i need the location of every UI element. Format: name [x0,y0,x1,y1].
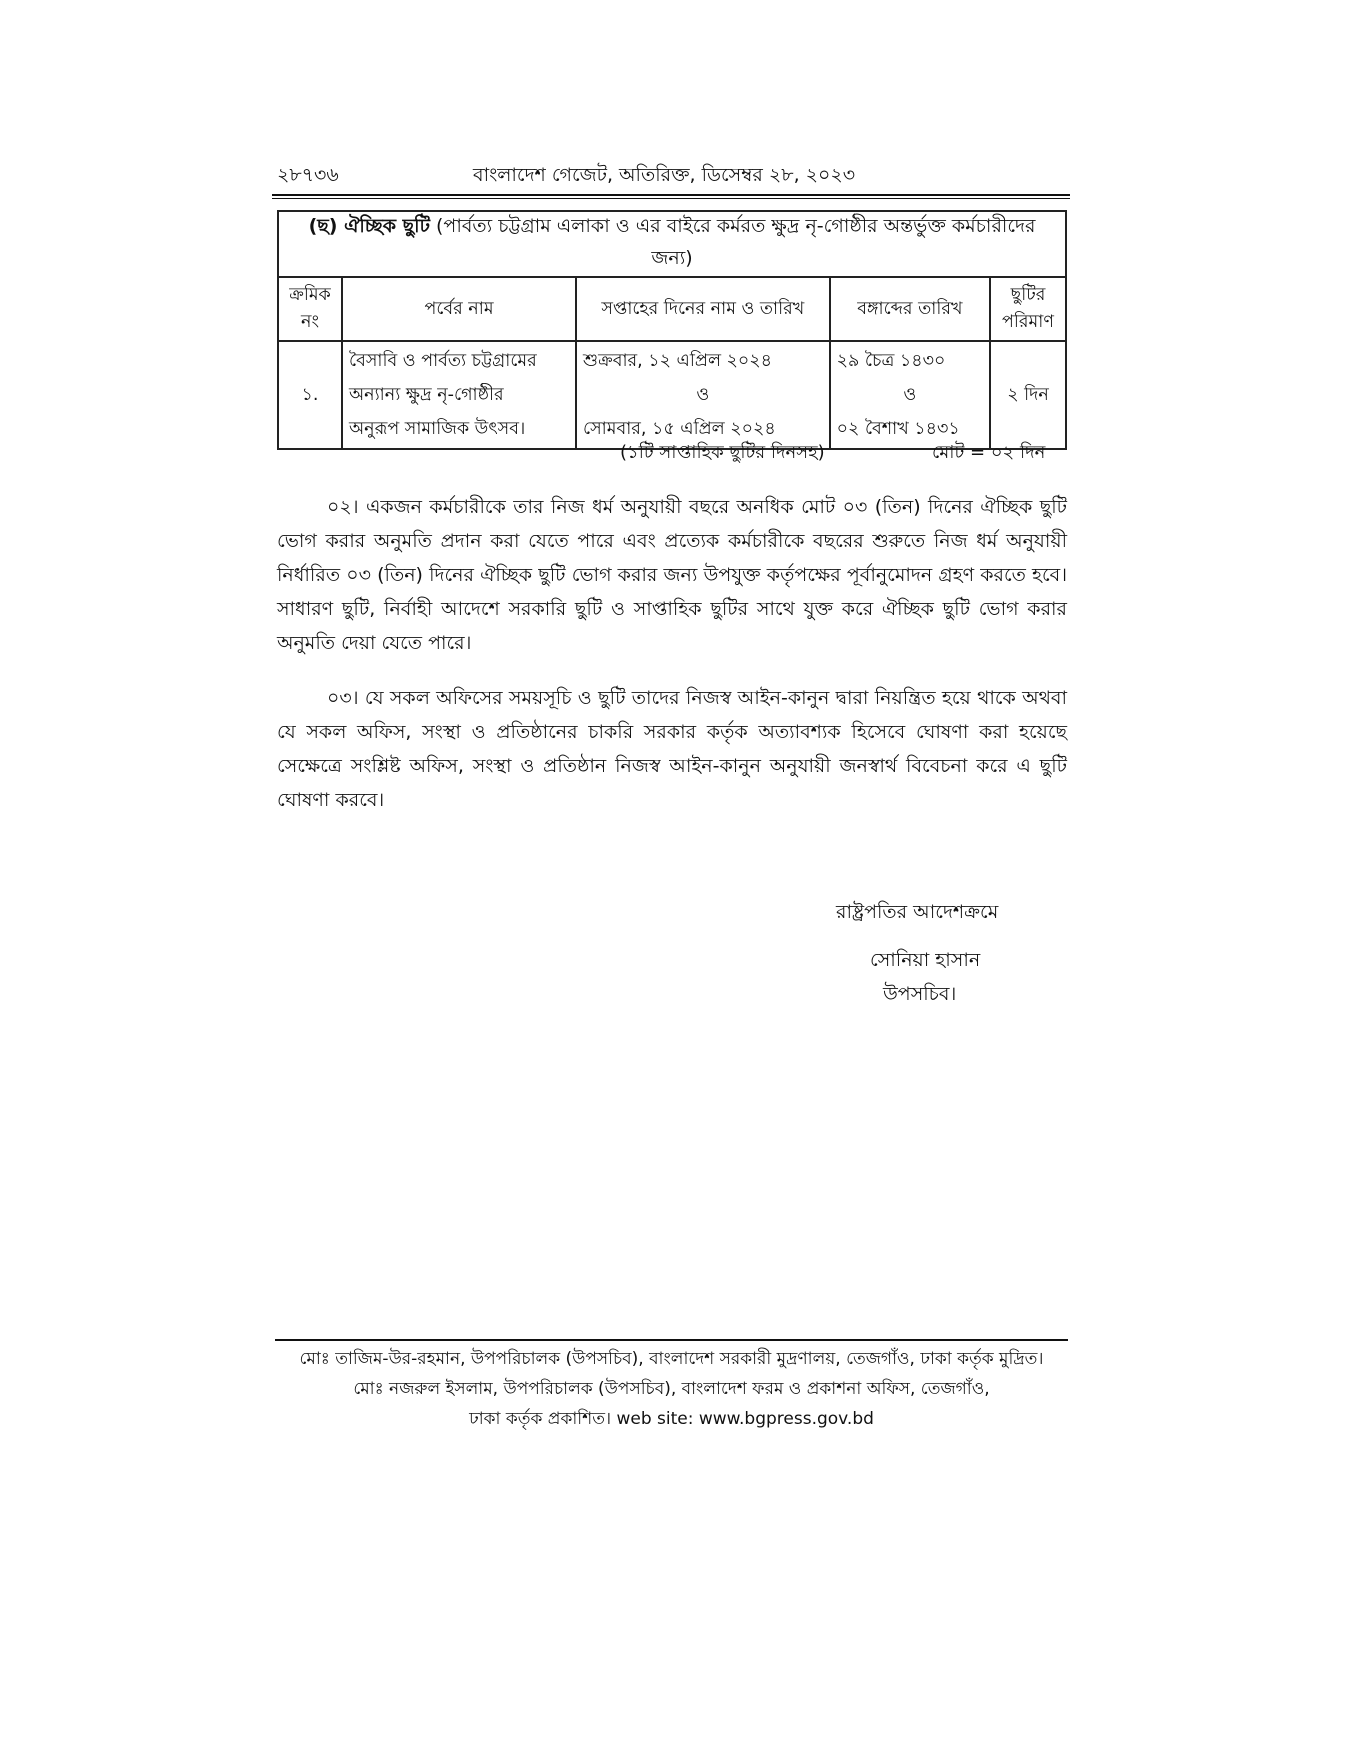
weekday-conjunction: ও [696,385,710,405]
weekday-date-2: সোমবার, ১৫ এপ্রিল ২০২৪ [583,419,776,439]
row-serial: ১. [278,341,342,449]
footer-line-2: মোঃ নজরুল ইসলাম, উপপরিচালক (উপসচিব), বাংলাদেশ ফরম ও প্রকাশনা অফিস, তেজগাঁও, [353,1379,990,1399]
festival-name-line2: অন্যান্য ক্ষুদ্র নৃ-গোষ্ঠীর [349,385,504,405]
weekday-date-1: শুক্রবার, ১২ এপ্রিল ২০২৪ [583,351,773,371]
footer-rule [275,1339,1068,1341]
row-weekday-date [576,341,830,449]
page-header [277,157,1067,191]
page-number: ২৮৭৩৬ [277,164,339,186]
col-days [990,277,1066,341]
signatory-name: সোনিয়া হাসান [870,949,981,971]
festival-name-line3: অনুরূপ সামাজিক উৎসব। [349,419,526,439]
optional-leave-table [277,210,1067,450]
table-header-row [278,277,1066,341]
paragraph-03-number: ০৩। [327,687,359,709]
paragraph-03-text: যে সকল অফিসের সময়সূচি ও ছুটি তাদের নিজস্ব আইন-কানুন দ্বারা নিয়ন্ত্রিত হয়ে থাকে অথবা যে সকল অফিস, সংস্থা ও প্রতিষ্ঠানের চাকরি সরকার কর্তৃক অত্যাবশ্যক হিসেবে ঘোষণা করা হয়েছে সেক্ষেত্রে সংশ্লিষ্ট অফিস, সংস্থা ও প্রতিষ্ঠান নিজস্ব আইন-কানুন অনুযায়ী জনস্বার্থ বিবেচনা করে এ ছুটি ঘোষণা করবে। [277,687,1067,811]
footer-line-3: ঢাকা কর্তৃক প্রকাশিত। web site: www.bgpress.gov.bd [469,1409,874,1429]
col-serial-line1: ক্রমিক [289,285,331,305]
signature-order: রাষ্ট্রপতির আদেশক্রমে [836,901,999,923]
table-total: মোট = ০২ দিন [932,442,1046,463]
row-days: ২ দিন [990,341,1066,449]
paragraph-02 [277,490,1067,660]
col-days-line2: পরিমাণ [1002,312,1054,332]
col-festival: পর্বের নাম [342,277,576,341]
header-rule [272,194,1070,196]
bangla-conjunction: ও [903,385,917,405]
table-caption-text: (পার্বত্য চট্টগ্রাম এলাকা ও এর বাইরে কর্মরত ক্ষুদ্র নৃ-গোষ্ঠীর অন্তর্ভুক্ত কর্মচারীদের জন্য) [429,215,1036,269]
signatory-designation: উপসচিব। [883,983,957,1005]
paragraph-02-number: ০২। [327,496,359,518]
footer-line-1: মোঃ তাজিম-উর-রহমান, উপপরিচালক (উপসচিব), বাংলাদেশ সরকারী মুদ্রণালয়, তেজগাঁও, ঢাকা কর্তৃক মুদ্রিত। [299,1349,1044,1369]
table-caption-lead: (ছ) ঐচ্ছিক ছুটি [308,215,430,237]
bangla-date-1: ২৯ চৈত্র ১৪৩০ [836,351,946,371]
bangla-date-2: ০২ বৈশাখ ১৪৩১ [836,419,960,439]
gazette-title: বাংলাদেশ গেজেট, অতিরিক্ত, ডিসেম্বর ২৮, ২০২৩ [473,164,856,186]
col-days-line1: ছুটির [1010,285,1046,305]
col-serial [278,277,342,341]
imprint-footer [275,1344,1068,1434]
header-rule-thin [272,198,1070,199]
col-serial-line2: নং [301,312,319,332]
festival-name-line1: বৈসাবি ও পার্বত্য চট্টগ্রামের [349,351,537,371]
paragraph-02-text: একজন কর্মচারীকে তার নিজ ধর্ম অনুযায়ী বছরে অনধিক মোট ০৩ (তিন) দিনের ঐচ্ছিক ছুটি ভোগ করার অনুমতি প্রদান করা যেতে পারে এবং প্রত্যেক কর্মচারীকে বছরের শুরুতে নিজ ধর্ম অনুযায়ী নির্ধারিত ০৩ (তিন) দিনের ঐচ্ছিক ছুটি ভোগ করার জন্য উপযুক্ত কর্তৃপক্ষের পূর্বানুমোদন গ্রহণ করতে হবে। সাধারণ ছুটি, নির্বাহী আদেশে সরকারি ছুটি ও সাপ্তাহিক ছুটির সাথে যুক্ত করে ঐচ্ছিক ছুটি ভোগ করার অনুমতি দেয়া যেতে পারে। [277,496,1067,654]
row-festival-name [342,341,576,449]
table-note: (১টি সাপ্তাহিক ছুটির দিনসহ) [620,442,825,463]
row-bangla-date [830,341,990,449]
table-caption [278,211,1066,277]
col-weekday-date: সপ্তাহের দিনের নাম ও তারিখ [576,277,830,341]
table-row [278,341,1066,449]
col-bangla-date: বঙ্গাব্দের তারিখ [830,277,990,341]
paragraph-03 [277,681,1067,817]
